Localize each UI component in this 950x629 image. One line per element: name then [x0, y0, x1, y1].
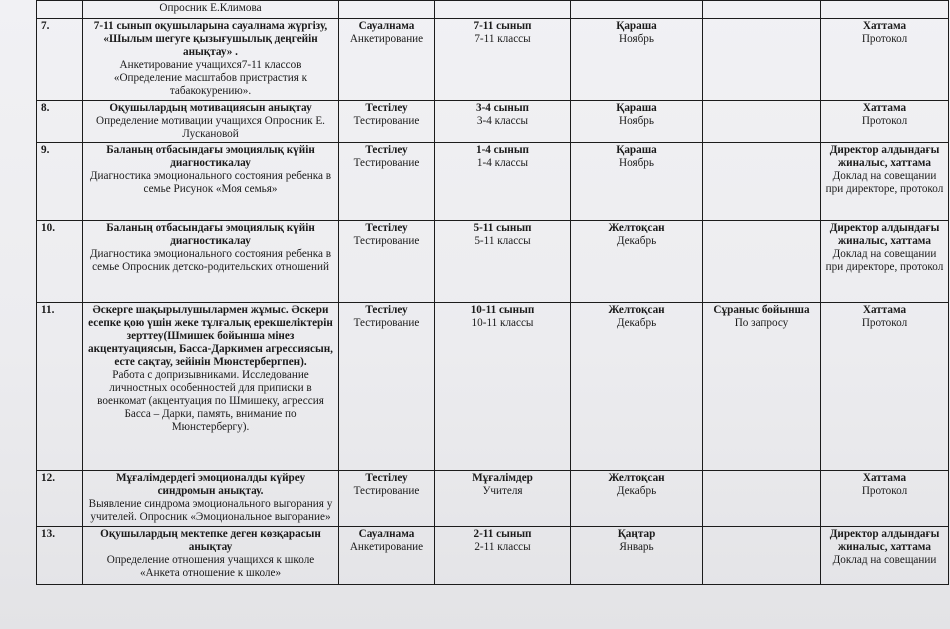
cell-method-kazakh-text: Сауалнама — [358, 528, 415, 540]
cell-report — [821, 143, 949, 221]
cell-name-russian-text: Анкетирование учащихся7-11 классов «Определение масштабов пристрастия к табакокурению». — [113, 59, 308, 97]
cell-name-kazakh-text: Баланың отбасындағы эмоциялық күйін диагностикалау — [106, 222, 315, 247]
cell-resp — [703, 143, 821, 221]
cell-target — [435, 303, 571, 471]
cell-term — [571, 471, 703, 527]
cell-method — [339, 527, 435, 585]
cell-name — [83, 221, 339, 303]
cell-name-kazakh-text: Оқушылардың мотивациясын анықтау — [109, 102, 312, 114]
cell-term-kazakh-text: Қараша — [616, 144, 657, 156]
cell-report-russian-text: Протокол — [861, 317, 908, 329]
cell-method-kazakh-text: Тестілеу — [365, 472, 408, 484]
cell-num — [37, 471, 83, 527]
cell-target — [435, 1, 571, 19]
cell-term-russian-text: Декабрь — [616, 317, 657, 329]
cell-method-kazakh-text: Тестілеу — [365, 222, 408, 234]
cell-method-russian-text: Тестирование — [353, 235, 420, 247]
cell-name-russian-text: Определение мотивации учащихся Опросник Е. Лускановой — [96, 115, 325, 140]
cell-target-kazakh-text: 5-11 сынып — [473, 222, 532, 234]
cell-num — [37, 101, 83, 143]
cell-report-kazakh-text: Хаттама — [862, 472, 907, 484]
table-row — [37, 19, 949, 101]
cell-report — [821, 1, 949, 19]
cell-num — [37, 221, 83, 303]
cell-term-russian-text: Январь — [619, 541, 654, 553]
cell-term — [571, 303, 703, 471]
cell-name — [83, 143, 339, 221]
cell-method — [339, 221, 435, 303]
cell-report — [821, 221, 949, 303]
cell-report-kazakh-text: Хаттама — [862, 20, 907, 32]
table-row — [37, 471, 949, 527]
cell-term-russian-text: Ноябрь — [619, 115, 654, 127]
cell-num-text: 11. — [41, 304, 55, 316]
cell-name — [83, 1, 339, 19]
cell-report-russian-text: Протокол — [861, 33, 908, 45]
cell-term — [571, 1, 703, 19]
cell-name-kazakh-text: Әскерге шақырылушылармен жұмыс. Әскери есепке қою үшін жеке тұлғалық ерекшеліктерін зерттеу(Шмишек бойынша мінез акцентуациясын, Басса-Даркимен агрессиясын, есте сақтау, зейінін Мюнстербергпен). — [88, 304, 333, 368]
cell-name-russian-text: Выявление синдрома эмоционального выгорания у учителей. Опросник «Эмоциональное выгорание» — [88, 498, 333, 523]
cell-term-kazakh-text: Қаңтар — [617, 528, 656, 540]
cell-name — [83, 19, 339, 101]
cell-report — [821, 303, 949, 471]
cell-report-russian-text: Доклад на совещании при директоре, протокол — [825, 248, 944, 273]
cell-report-kazakh-text: Директор алдындағы жиналыс, хаттама — [829, 144, 940, 169]
cell-target — [435, 101, 571, 143]
cell-term-russian-text: Декабрь — [616, 235, 657, 247]
cell-num — [37, 303, 83, 471]
cell-term-russian-text: Декабрь — [616, 485, 657, 497]
cell-target-kazakh-text: 7-11 сынып — [473, 20, 532, 32]
table-row — [37, 143, 949, 221]
cell-method-russian-text: Тестирование — [353, 485, 420, 497]
cell-num — [37, 143, 83, 221]
cell-name-kazakh-text: 7-11 сынып оқушыларына сауалнама жүргізу, «Шылым шегуге қызығушылық деңгейін анықтау» . — [93, 20, 328, 58]
cell-target-russian-text: 5-11 классы — [474, 235, 531, 247]
cell-resp — [703, 471, 821, 527]
cell-method-russian-text: Тестирование — [353, 157, 420, 169]
cell-name-kazakh-text: Оқушылардың мектепке деген көзқарасын анықтау — [100, 528, 321, 553]
cell-name — [83, 303, 339, 471]
cell-method — [339, 1, 435, 19]
cell-report-kazakh-text: Директор алдындағы жиналыс, хаттама — [829, 528, 940, 553]
cell-term — [571, 221, 703, 303]
cell-report — [821, 471, 949, 527]
cell-method-kazakh-text: Сауалнама — [358, 20, 415, 32]
cell-target-kazakh-text: Мұғалімдер — [472, 472, 533, 484]
cell-target-kazakh-text: 2-11 сынып — [473, 528, 532, 540]
cell-report-kazakh-text: Хаттама — [862, 102, 907, 114]
cell-term-kazakh-text: Қараша — [616, 102, 657, 114]
cell-report — [821, 101, 949, 143]
cell-target-russian-text: 7-11 классы — [474, 33, 531, 45]
cell-name-russian-text: Диагностика эмоционального состояния ребенка в семье Рисунок «Моя семья» — [89, 170, 332, 195]
cell-target-kazakh-text: 3-4 сынып — [475, 102, 530, 114]
cell-num — [37, 527, 83, 585]
cell-target — [435, 19, 571, 101]
cell-target-russian-text: 1-4 классы — [476, 157, 529, 169]
cell-name-russian-text: Работа с допризывниками. Исследование личностных особенностей для приписки в военкомат (акцентуация по Шмишеку, агрессия Басса – Дарки, память, внимание по Мюнстербергу). — [97, 369, 324, 433]
cell-num-text: 13. — [41, 528, 55, 540]
cell-num-text: 9. — [41, 144, 50, 156]
cell-resp — [703, 1, 821, 19]
cell-num-text: 12. — [41, 472, 55, 484]
cell-method-russian-text: Тестирование — [353, 115, 420, 127]
cell-method-russian-text: Анкетирование — [349, 541, 424, 553]
cell-report-russian-text: Доклад на совещании — [832, 554, 937, 566]
cell-term — [571, 527, 703, 585]
cell-resp — [703, 303, 821, 471]
cell-resp — [703, 19, 821, 101]
cell-report — [821, 527, 949, 585]
cell-term — [571, 101, 703, 143]
cell-method-russian-text: Тестирование — [353, 317, 420, 329]
cell-term-russian-text: Ноябрь — [619, 157, 654, 169]
cell-method — [339, 303, 435, 471]
cell-target-kazakh-text: 1-4 сынып — [475, 144, 530, 156]
table-row-continuation — [37, 1, 949, 19]
cell-term-russian-text: Ноябрь — [619, 33, 654, 45]
cell-report-russian-text: Протокол — [861, 485, 908, 497]
cell-target-russian-text: 10-11 классы — [471, 317, 534, 329]
cell-num-text: 8. — [41, 102, 50, 114]
cell-term-kazakh-text: Қараша — [616, 20, 657, 32]
cell-term-kazakh-text: Желтоқсан — [608, 472, 665, 484]
cell-report-russian-text: Доклад на совещании при директоре, протокол — [825, 170, 944, 195]
cell-method — [339, 143, 435, 221]
cell-report — [821, 19, 949, 101]
cell-name — [83, 527, 339, 585]
cell-report-russian-text: Протокол — [861, 115, 908, 127]
cell-method — [339, 101, 435, 143]
cell-name-russian-text: Диагностика эмоционального состояния ребенка в семье Опросник детско-родительских отношений — [89, 248, 332, 273]
cell-name — [83, 471, 339, 527]
cell-report-kazakh-text: Директор алдындағы жиналыс, хаттама — [829, 222, 940, 247]
cell-num-text: 10. — [41, 222, 55, 234]
cell-name-russian-text: Определение отношения учащихся к школе «Анкета отношение к школе» — [106, 554, 315, 579]
cell-resp — [703, 101, 821, 143]
cell-target — [435, 221, 571, 303]
cell-method — [339, 19, 435, 101]
table-row — [37, 101, 949, 143]
cell-resp — [703, 221, 821, 303]
cell-target — [435, 143, 571, 221]
cell-target — [435, 471, 571, 527]
cell-method — [339, 471, 435, 527]
cell-method-kazakh-text: Тестілеу — [365, 144, 408, 156]
cell-target-russian-text: 3-4 классы — [476, 115, 529, 127]
cell-name-kazakh-text: Баланың отбасындағы эмоциялық күйін диагностикалау — [106, 144, 315, 169]
cell-method-russian-text: Анкетирование — [349, 33, 424, 45]
cell-method-kazakh-text: Тестілеу — [365, 102, 408, 114]
cell-resp — [703, 527, 821, 585]
plan-table — [36, 0, 949, 585]
cell-term — [571, 143, 703, 221]
table-row — [37, 303, 949, 471]
cell-resp-russian-text: По запросу — [734, 317, 789, 329]
cell-resp-kazakh-text: Сұраныс бойынша — [713, 304, 810, 316]
cell-num — [37, 19, 83, 101]
name-text: Опросник Е.Климова — [159, 2, 262, 14]
table-row — [37, 527, 949, 585]
cell-report-kazakh-text: Хаттама — [862, 304, 907, 316]
cell-name — [83, 101, 339, 143]
cell-target-russian-text: 2-11 классы — [474, 541, 531, 553]
cell-name-kazakh-text: Мұғалімдердегі эмоционалды күйреу синдромын анықтау. — [115, 472, 306, 497]
cell-num — [37, 1, 83, 19]
cell-num-text: 7. — [41, 20, 50, 32]
cell-term-kazakh-text: Желтоқсан — [608, 222, 665, 234]
cell-term — [571, 19, 703, 101]
cell-term-kazakh-text: Желтоқсан — [608, 304, 665, 316]
cell-target-kazakh-text: 10-11 сынып — [470, 304, 535, 316]
table-row — [37, 221, 949, 303]
cell-target-russian-text: Учителя — [482, 485, 523, 497]
cell-method-kazakh-text: Тестілеу — [365, 304, 408, 316]
cell-target — [435, 527, 571, 585]
